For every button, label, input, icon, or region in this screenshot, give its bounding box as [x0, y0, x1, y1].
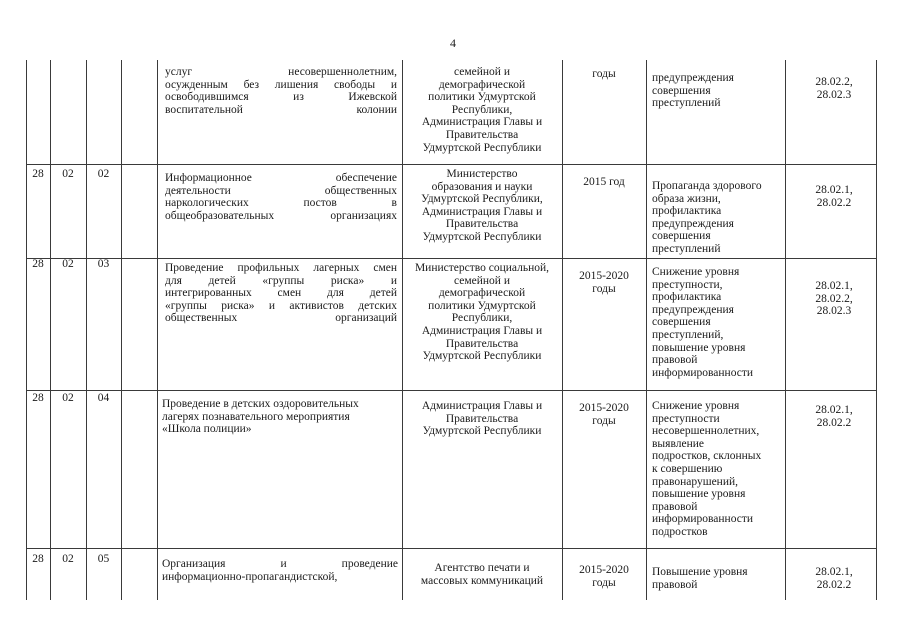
- executor: семейной и демографической политики Удмуртской Республики, Администрация Главы и Правительства Удмуртской Республики: [421, 66, 543, 154]
- term: 2015-2020 годы: [579, 402, 629, 427]
- col-border: [121, 60, 122, 600]
- row-border: [26, 258, 876, 259]
- expected-result: предупреждения совершения преступлений: [652, 72, 734, 110]
- term: годы: [592, 68, 616, 80]
- executor: Агентство печати и массовых коммуникаций: [420, 562, 544, 587]
- term: 2015 год: [583, 176, 625, 188]
- col-border: [50, 60, 51, 600]
- expected-result: Снижение уровня преступности, профилактика предупреждения совершения преступлений, повышение уровня правовой информированности: [652, 266, 754, 379]
- expected-result: Пропаганда здорового образа жизни, профилактика предупреждения совершения преступлений: [652, 180, 762, 255]
- term: 2015-2020 годы: [579, 564, 629, 589]
- code-part-1: 28: [32, 392, 44, 404]
- code-part-1: 28: [32, 258, 44, 270]
- measure-name: Проведение в детских оздоровительных лагерях познавательного мероприятия «Школа полиции»: [162, 398, 359, 436]
- indicator-codes: 28.02.1, 28.02.2: [815, 404, 853, 429]
- code-part-2: 02: [62, 258, 74, 270]
- col-border: [646, 60, 647, 600]
- col-border: [402, 60, 403, 600]
- executor: Министерство социальной, семейной и демографической политики Удмуртской Республики, Администрация Главы и Правительства Удмуртской Республики: [414, 262, 550, 363]
- code-part-2: 02: [62, 392, 74, 404]
- code-part-1: 28: [32, 168, 44, 180]
- measure-name: Проведение профильных лагерных смен для детей «группы риска» и интегрированных смен для детей «группы риска» и активистов детских общественных организаций: [165, 262, 397, 325]
- col-border: [86, 60, 87, 600]
- indicator-codes: 28.02.2, 28.02.3: [815, 76, 853, 101]
- expected-result: Повышение уровня правовой: [652, 566, 748, 591]
- code-part-2: 02: [62, 168, 74, 180]
- row-border: [26, 548, 876, 549]
- col-border: [876, 60, 877, 600]
- code-part-2: 02: [62, 553, 74, 565]
- col-border: [562, 60, 563, 600]
- code-part-3: 05: [97, 553, 110, 565]
- expected-result: Снижение уровня преступности несовершеннолетних, выявление подростков, склонных к совершению правонарушений, повышение уровня правовой информированности подростков: [652, 400, 762, 538]
- page-number: 4: [450, 36, 456, 50]
- code-part-3: 04: [97, 392, 110, 404]
- executor: Администрация Главы и Правительства Удмуртской Республики: [421, 400, 543, 438]
- indicator-codes: 28.02.1, 28.02.2: [815, 566, 853, 591]
- measure-name: Организация и проведение информационно-пропагандистской,: [162, 558, 398, 583]
- measure-name: услуг несовершеннолетним, осужденным без лишения свободы и освободившимся из Ижевской воспитательной колонии: [165, 66, 397, 116]
- row-border: [26, 390, 876, 391]
- col-border: [26, 60, 27, 600]
- col-border: [157, 60, 158, 600]
- indicator-codes: 28.02.1, 28.02.2: [815, 184, 853, 209]
- measure-name: Информационное обеспечение деятельности общественных наркологических постов в общеобразовательных организациях: [165, 172, 397, 222]
- code-part-1: 28: [32, 553, 44, 565]
- code-part-3: 03: [97, 258, 110, 270]
- executor: Министерство образования и науки Удмуртской Республики, Администрация Главы и Правительства Удмуртской Республики: [421, 168, 543, 243]
- row-border: [26, 164, 876, 165]
- code-part-3: 02: [97, 168, 110, 180]
- col-border: [785, 60, 786, 600]
- term: 2015-2020 годы: [579, 270, 629, 295]
- indicator-codes: 28.02.1, 28.02.2, 28.02.3: [815, 280, 853, 318]
